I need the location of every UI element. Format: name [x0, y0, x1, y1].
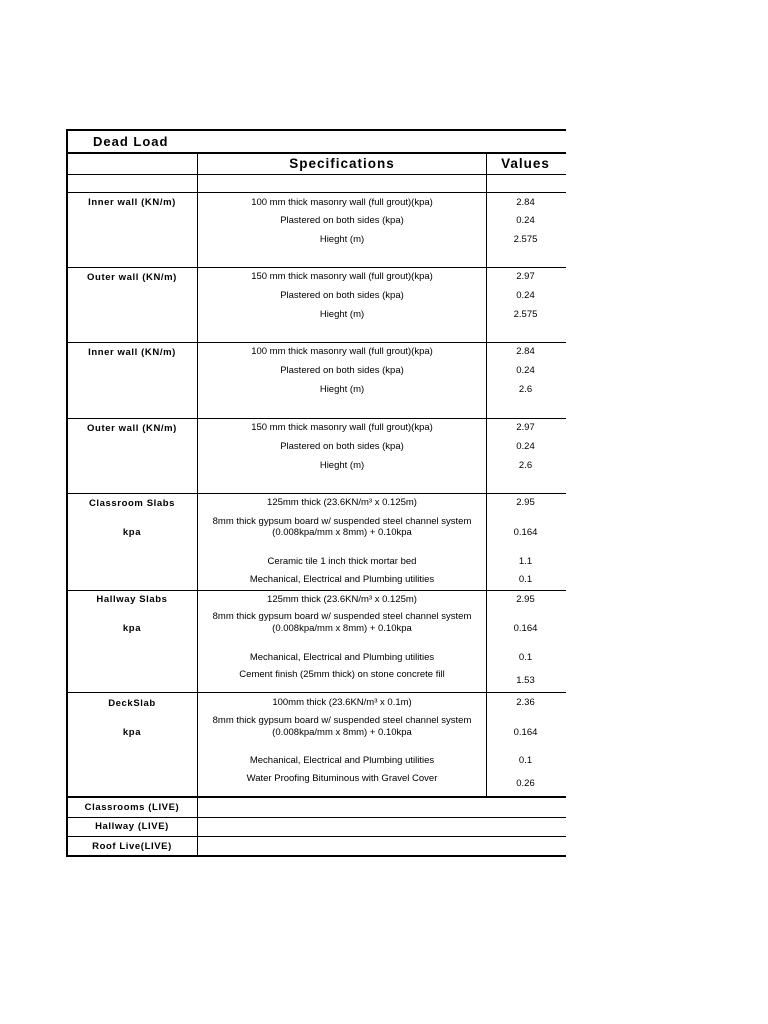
row-unit: kpa [122, 527, 142, 538]
spec-cell: Plastered on both sides (kpa) [280, 215, 404, 226]
spec-cell: 125mm thick (23.6KN/m³ x 0.125m) [267, 497, 417, 508]
header-row-border [67, 174, 566, 175]
spec-cell: 8mm thick gypsum board w/ suspended steel channel system [212, 611, 472, 622]
spec-cell: Mechanical, Electrical and Plumbing utilities [249, 574, 435, 585]
value-cell: 0.164 [513, 527, 538, 538]
value-cell: 0.24 [516, 290, 535, 301]
live-row-border [67, 817, 566, 818]
live-row-label: Classrooms (LIVE) [84, 802, 180, 813]
group-border [67, 267, 566, 268]
value-cell: 0.1 [518, 652, 533, 663]
value-cell: 2.97 [516, 271, 535, 282]
spacer-row-border [67, 192, 566, 193]
value-cell: 1.1 [518, 556, 533, 567]
value-cell: 2.84 [516, 346, 535, 357]
group-border [67, 342, 566, 343]
value-cell: 0.24 [516, 215, 535, 226]
value-cell: 2.97 [516, 422, 535, 433]
row-unit: kpa [122, 727, 142, 738]
table-title: Dead Load [93, 134, 169, 149]
title-row-border [67, 152, 566, 154]
spec-cell-line2: (0.008kpa/mm x 8mm) + 0.10kpa [272, 727, 412, 738]
spec-cell: Cement finish (25mm thick) on stone concrete fill [239, 669, 445, 680]
row-label: DeckSlab [108, 698, 156, 709]
spec-cell: Hieght (m) [319, 309, 365, 320]
value-cell: 0.164 [513, 623, 538, 634]
header-specifications: Specifications [289, 156, 395, 171]
value-cell: 1.53 [516, 675, 535, 686]
spec-cell-line2: (0.008kpa/mm x 8mm) + 0.10kpa [272, 623, 412, 634]
spec-cell: 8mm thick gypsum board w/ suspended steel channel system [212, 715, 472, 726]
row-label: Outer wall (KN/m) [87, 423, 177, 434]
group-border [67, 493, 566, 494]
spec-cell: Hieght (m) [319, 234, 365, 245]
value-cell: 0.24 [516, 365, 535, 376]
spec-cell: 8mm thick gypsum board w/ suspended steel channel system [212, 516, 472, 527]
value-cell: 2.6 [518, 460, 533, 471]
table-bottom-border [67, 855, 566, 857]
spec-cell: 150 mm thick masonry wall (full grout)(kpa) [251, 271, 433, 282]
value-cell: 2.6 [518, 384, 533, 395]
spec-cell: 125mm thick (23.6KN/m³ x 0.125m) [267, 594, 417, 605]
row-label: Outer wall (KN/m) [87, 272, 177, 283]
table-left-border [66, 129, 68, 857]
live-row-label: Hallway (LIVE) [95, 821, 169, 832]
value-cell: 0.1 [518, 755, 533, 766]
header-values: Values [501, 156, 550, 171]
value-cell: 2.95 [516, 497, 535, 508]
row-label: Inner wall (KN/m) [88, 347, 176, 358]
spec-cell: 100 mm thick masonry wall (full grout)(kpa) [251, 346, 433, 357]
value-cell: 0.26 [516, 778, 535, 789]
spec-cell: Hieght (m) [319, 460, 365, 471]
row-unit: kpa [122, 623, 142, 634]
group-border [67, 590, 566, 591]
spec-cell: 100mm thick (23.6KN/m³ x 0.1m) [272, 697, 412, 708]
value-cell: 2.95 [516, 594, 535, 605]
spec-cell: 100 mm thick masonry wall (full grout)(kpa) [251, 197, 433, 208]
live-row-label: Roof Live(LIVE) [92, 841, 172, 852]
spec-cell: Plastered on both sides (kpa) [280, 290, 404, 301]
spec-cell-line2: (0.008kpa/mm x 8mm) + 0.10kpa [272, 527, 412, 538]
spec-cell: Ceramic tile 1 inch thick mortar bed [267, 556, 417, 567]
value-cell: 2.575 [513, 234, 538, 245]
spec-cell: Plastered on both sides (kpa) [280, 365, 404, 376]
value-cell: 2.36 [516, 697, 535, 708]
spec-cell: 150 mm thick masonry wall (full grout)(kpa) [251, 422, 433, 433]
value-cell: 2.575 [513, 309, 538, 320]
spec-cell: Water Proofing Bituminous with Gravel Cover [246, 773, 438, 784]
table-top-border [67, 129, 566, 131]
row-label: Inner wall (KN/m) [88, 197, 176, 208]
group-border [67, 418, 566, 419]
live-row-border [67, 836, 566, 837]
spec-cell: Mechanical, Electrical and Plumbing utilities [249, 652, 435, 663]
value-cell: 0.164 [513, 727, 538, 738]
spec-cell: Plastered on both sides (kpa) [280, 441, 404, 452]
row-label: Hallway Slabs [96, 594, 168, 605]
value-cell: 2.84 [516, 197, 535, 208]
group-border-heavy [67, 796, 566, 798]
value-cell: 0.1 [518, 574, 533, 585]
value-cell: 0.24 [516, 441, 535, 452]
spec-cell: Mechanical, Electrical and Plumbing utilities [249, 755, 435, 766]
row-label: Classroom Slabs [88, 498, 176, 509]
spec-cell: Hieght (m) [319, 384, 365, 395]
group-border [67, 692, 566, 693]
